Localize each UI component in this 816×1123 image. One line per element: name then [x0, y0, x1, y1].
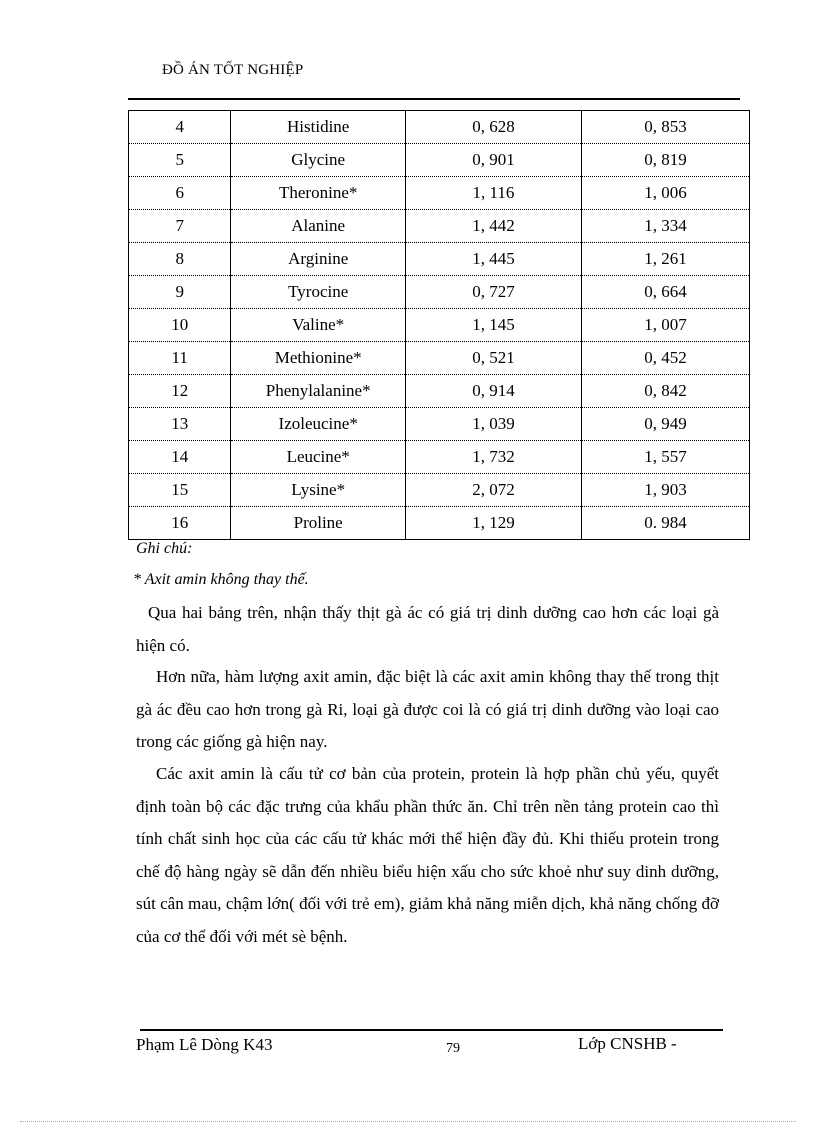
value-col-1: 1, 732 [405, 441, 581, 474]
table-row [129, 375, 750, 408]
amino-acid-name: Glycine [231, 144, 406, 177]
row-number: 16 [129, 507, 231, 540]
table-row [129, 144, 750, 177]
paragraph-3: Các axit amin là cấu tử cơ bản của protein, protein là hợp phần chủ yếu, quyết định toàn bộ các đặc trưng của khẩu phần thức ăn. Chỉ trên nền tảng protein cao thì tính chất sinh học của các cấu tử khác mới thể hiện đầy đủ. Khi thiếu protein trong chế độ hàng ngày sẽ dẫn đến nhiều biểu hiện xấu cho sức khoẻ như suy dinh dưỡng, sút cân mau, chậm lớn( đối với trẻ em), giảm khả năng miễn dịch, khả năng chống đỡ của cơ thể đối với mét sè bệnh. [136, 764, 719, 946]
table-row [129, 177, 750, 210]
value-col-1: 0, 727 [405, 276, 581, 309]
amino-acid-name: Lysine* [231, 474, 406, 507]
value-col-2: 1, 007 [581, 309, 749, 342]
row-number: 9 [129, 276, 231, 309]
table-row [129, 441, 750, 474]
note-title: Ghi chú: [136, 540, 193, 557]
header-divider [128, 98, 740, 100]
table-row [129, 507, 750, 540]
value-col-2: 0, 842 [581, 375, 749, 408]
value-col-1: 2, 072 [405, 474, 581, 507]
paragraph-2: Hơn nữa, hàm lượng axit amin, đặc biệt là các axit amin không thay thế trong thịt gà ác đều cao hơn trong gà Ri, loại gà được coi là có giá trị dinh dưỡng vào loại cao trong các giống gà hiện nay. [136, 667, 719, 751]
amino-acid-name: Leucine* [231, 441, 406, 474]
row-number: 7 [129, 210, 231, 243]
row-number: 6 [129, 177, 231, 210]
value-col-1: 0, 521 [405, 342, 581, 375]
amino-acid-name: Theronine* [231, 177, 406, 210]
row-number: 15 [129, 474, 231, 507]
amino-acid-name: Valine* [231, 309, 406, 342]
table-row [129, 408, 750, 441]
table-row [129, 276, 750, 309]
amino-acid-name: Methionine* [231, 342, 406, 375]
table-row [129, 474, 750, 507]
table-row [129, 210, 750, 243]
amino-acid-name: Arginine [231, 243, 406, 276]
value-col-2: 0. 984 [581, 507, 749, 540]
value-col-1: 1, 145 [405, 309, 581, 342]
value-col-2: 0, 452 [581, 342, 749, 375]
value-col-1: 0, 901 [405, 144, 581, 177]
value-col-2: 0, 949 [581, 408, 749, 441]
footer-class: Lớp CNSHB - [578, 1034, 677, 1053]
note-text: * Axit amin không thay thế. [133, 571, 309, 588]
table-row [129, 111, 750, 144]
row-number: 10 [129, 309, 231, 342]
value-col-2: 0, 664 [581, 276, 749, 309]
amino-acid-name: Tyrocine [231, 276, 406, 309]
footer-author: Phạm Lê Dòng K43 [136, 1035, 273, 1054]
value-col-2: 0, 853 [581, 111, 749, 144]
value-col-1: 1, 442 [405, 210, 581, 243]
page-number: 79 [446, 1041, 460, 1056]
value-col-2: 1, 261 [581, 243, 749, 276]
value-col-1: 0, 914 [405, 375, 581, 408]
table-row [129, 342, 750, 375]
row-number: 5 [129, 144, 231, 177]
amino-acid-name: Proline [231, 507, 406, 540]
row-number: 4 [129, 111, 231, 144]
amino-acid-table [128, 110, 750, 540]
table-row [129, 243, 750, 276]
row-number: 12 [129, 375, 231, 408]
amino-acid-name: Alanine [231, 210, 406, 243]
amino-acid-name: Histidine [231, 111, 406, 144]
value-col-2: 1, 334 [581, 210, 749, 243]
amino-acid-table-body [129, 111, 750, 540]
paragraph-1: Qua hai bảng trên, nhận thấy thịt gà ác có giá trị dinh dưỡng cao hơn các loại gà hiện có. [136, 603, 719, 655]
row-number: 14 [129, 441, 231, 474]
value-col-2: 1, 903 [581, 474, 749, 507]
value-col-1: 1, 445 [405, 243, 581, 276]
value-col-1: 0, 628 [405, 111, 581, 144]
value-col-1: 1, 129 [405, 507, 581, 540]
row-number: 13 [129, 408, 231, 441]
page-header-title: ĐỒ ÁN TỐT NGHIỆP [162, 62, 304, 78]
amino-acid-name: Phenylalanine* [231, 375, 406, 408]
row-number: 11 [129, 342, 231, 375]
value-col-1: 1, 116 [405, 177, 581, 210]
value-col-2: 1, 006 [581, 177, 749, 210]
page-bottom-border [20, 1121, 796, 1122]
value-col-2: 1, 557 [581, 441, 749, 474]
footer-divider [140, 1029, 723, 1031]
value-col-2: 0, 819 [581, 144, 749, 177]
amino-acid-name: Izoleucine* [231, 408, 406, 441]
table-row [129, 309, 750, 342]
row-number: 8 [129, 243, 231, 276]
value-col-1: 1, 039 [405, 408, 581, 441]
